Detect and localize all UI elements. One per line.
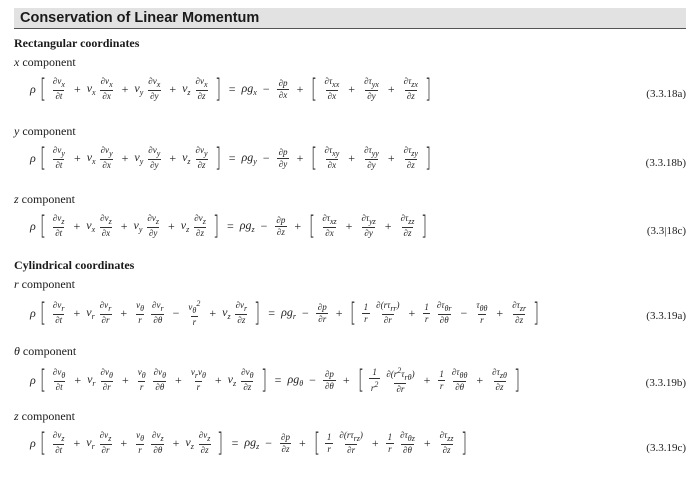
equation-3-3-18b: ρ [ $\frac{\partial v_y}{\partial t}$ + $v_x$ $\frac{\partial v_y}{\partial x}$ + $v_y$ $\frac{\partial v_y}{\partial y}$ + $v_z$ $\frac{\partial v_y}{\partial z}$ ] = $\rho g_y$ − $\frac{\partial p}{\partial y}$ + [ $\frac{\partial\tau_{xy}}{\partial x}$ + $\frac{\partial\tau_{yy}}{\partial y}$ + $\frac{\partial\tau_{zy}}{\partial z}$ ] — [30, 143, 432, 173]
page-title: Conservation of Linear Momentum — [14, 8, 686, 29]
component-label-z — [14, 192, 75, 207]
component-label-theta — [14, 344, 76, 359]
component-var: z — [14, 192, 19, 206]
component-word: component — [21, 192, 75, 206]
equation-number: (3.3.19b) — [645, 377, 686, 389]
equation-number: (3.3.19c) — [646, 442, 686, 454]
equation-number: (3.3.18b) — [645, 157, 686, 169]
component-word: component — [21, 277, 75, 291]
component-label-x — [14, 55, 76, 70]
equation-3-3-19b: ρ [ $\frac{\partial v_\theta}{\partial t}$ + $v_r$ $\frac{\partial v_\theta}{\partial r}$ + $\frac{v_\theta}{r}$ $\frac{\partial v_\theta}{\partial\theta}$ + $\frac{v_rv_\theta}{r}$ + $v_z$ $\frac{\partial v_\theta}{\partial z}$ ] = $\rho g_\theta$ − $\frac{\partial p}{\partial\theta}$ + [ $\frac{1}{r^2}$ $\frac{\partial(r^2\tau_{r\theta})}{\partial r}$ + $\frac{1}{r}$ $\frac{\partial\tau_{\theta\theta}}{\partial\theta}$ + $\frac{\partial\tau_{z\theta}}{\partial z}$ ] — [30, 365, 521, 395]
component-var: z — [14, 409, 19, 423]
component-label-r — [14, 277, 75, 292]
equation-number: (3.3|18c) — [646, 225, 686, 237]
component-word: component — [22, 124, 76, 138]
component-word: component — [22, 55, 76, 69]
equation-3-3-19c: ρ [ $\frac{\partial v_z}{\partial t}$ + $v_r$ $\frac{\partial v_z}{\partial r}$ + $\frac{v_\theta}{r}$ $\frac{\partial v_z}{\partial\theta}$ + $v_z$ $\frac{\partial v_z}{\partial z}$ ] = $\rho g_z$ − $\frac{\partial p}{\partial z}$ + [ $\frac{1}{r}$ $\frac{\partial(r\tau_{rz})}{\partial r}$ + $\frac{1}{r}$ $\frac{\partial\tau_{\theta z}}{\partial\theta}$ + $\frac{\partial\tau_{zz}}{\partial z}$ ] — [30, 428, 467, 458]
component-var: y — [14, 124, 20, 138]
equation-number: (3.3.19a) — [646, 310, 686, 322]
equation-number: (3.3.18a) — [646, 88, 686, 100]
component-label-y — [14, 124, 76, 139]
section-heading-cylindrical: Cylindrical coordinates — [14, 258, 135, 272]
component-var: r — [14, 277, 19, 291]
component-var: θ — [14, 344, 20, 358]
equation-3-3-19a: ρ [ $\frac{\partial v_r}{\partial t}$ + $v_r$ $\frac{\partial v_r}{\partial r}$ + $\frac{v_\theta}{r}$ $\frac{\partial v_r}{\partial\theta}$ − $\frac{v_\theta^2}{r}$ + $v_z$ $\frac{\partial v_r}{\partial z}$ ] = $\rho g_r$ − $\frac{\partial p}{\partial r}$ + [ $\frac{1}{r}$ $\frac{\partial(r\tau_{rr})}{\partial r}$ + $\frac{1}{r}$ $\frac{\partial\tau_{\theta r}}{\partial\theta}$ − $\frac{\tau_{\theta\theta}}{r}$ + $\frac{\partial\tau_{zr}}{\partial z}$ ] — [30, 298, 540, 328]
component-word: component — [22, 344, 77, 358]
section-heading-rectangular: Rectangular coordinates — [14, 36, 140, 50]
equation-3-3-18a: ρ [ $\frac{\partial v_x}{\partial t}$ + $v_x$ $\frac{\partial v_x}{\partial x}$ + $v_y$ $\frac{\partial v_x}{\partial y}$ + $v_z$ $\frac{\partial v_x}{\partial z}$ ] = $\rho g_x$ − $\frac{\partial p}{\partial x}$ + [ $\frac{\partial\tau_{xx}}{\partial x}$ + $\frac{\partial\tau_{yx}}{\partial y}$ + $\frac{\partial\tau_{zx}}{\partial z}$ ] — [30, 74, 432, 104]
component-var: x — [14, 55, 20, 69]
equation-3-3-18c: ρ [ $\frac{\partial v_z}{\partial t}$ + $v_x$ $\frac{\partial v_z}{\partial x}$ + $v_y$ $\frac{\partial v_z}{\partial y}$ + $v_z$ $\frac{\partial v_z}{\partial z}$ ] = $\rho g_z$ − $\frac{\partial p}{\partial z}$ + [ $\frac{\partial\tau_{xz}}{\partial x}$ + $\frac{\partial\tau_{yz}}{\partial y}$ + $\frac{\partial\tau_{zz}}{\partial z}$ ] — [30, 211, 428, 241]
component-label-z-cyl — [14, 409, 75, 424]
component-word: component — [21, 409, 75, 423]
